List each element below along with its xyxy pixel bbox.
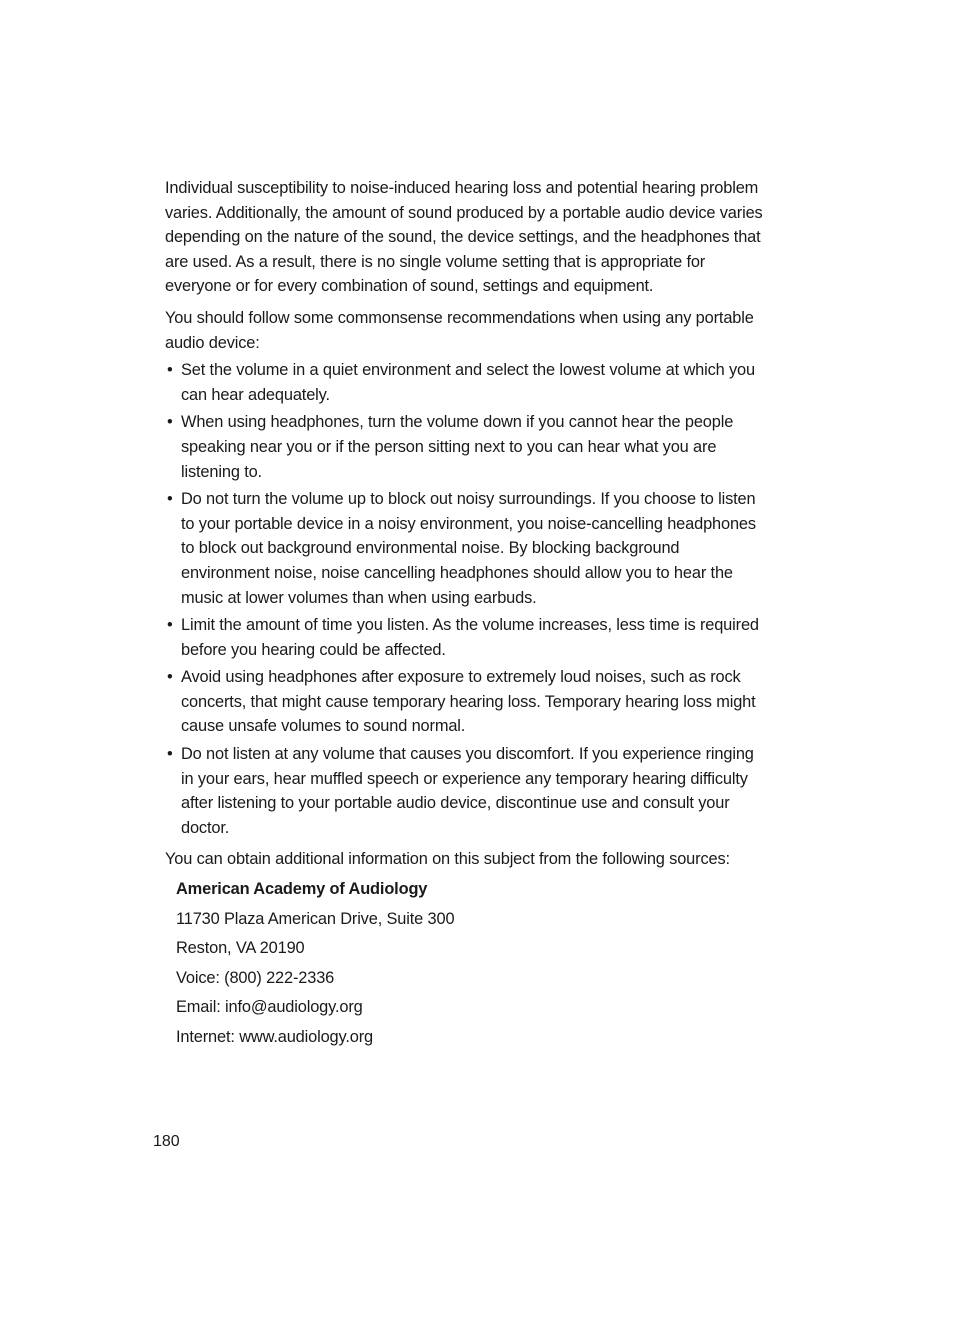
list-item-text: Do not turn the volume up to block out noisy surroundings. If you choose to listen to your portable device in a noisy environment, you noise-cancelling headphones to block out background environmental noise. By blocking background environment noise, noise cancelling headphones should allow you to hear the music at lower volumes than when using earbuds. <box>181 490 756 607</box>
internet-address: Internet: www.audiology.org <box>176 1028 373 1046</box>
list-item <box>165 613 770 662</box>
bullet-icon: • <box>167 745 173 764</box>
list-item-text: Limit the amount of time you listen. As the volume increases, less time is required before you hearing could be affected. <box>181 616 759 659</box>
recommendations-paragraph: You should follow some commonsense recommendations when using any portable audio device: <box>165 308 754 352</box>
organization-name: American Academy of Audiology <box>176 880 428 899</box>
city-state-zip: Reston, VA 20190 <box>176 939 305 958</box>
page-number: 180 <box>153 1133 180 1150</box>
list-item <box>165 665 770 739</box>
list-item-text: When using headphones, turn the volume down if you cannot hear the people speaking near you or if the person sitting next to you can hear what you are listening to. <box>181 413 734 481</box>
list-item-text: Do not listen at any volume that causes you discomfort. If you experience ringing in your ears, hear muffled speech or experience any temporary hearing difficulty after listening to your portable audio device, discontinue use and consult your doctor. <box>181 745 754 837</box>
sources-paragraph: You can obtain additional information on this subject from the following sources: <box>165 850 730 869</box>
bullet-icon: • <box>167 616 173 635</box>
list-item <box>165 410 770 484</box>
email-address: Email: info@audiology.org <box>176 998 363 1017</box>
voice-number: Voice: (800) 222-2336 <box>176 968 335 987</box>
bullet-icon: • <box>167 668 173 687</box>
bullet-icon: • <box>167 490 173 509</box>
list-item <box>165 487 770 610</box>
list-item <box>165 358 770 407</box>
recommendations-list <box>165 358 770 840</box>
page-content <box>165 176 770 1053</box>
bullet-icon: • <box>167 413 173 432</box>
bullet-icon: • <box>167 361 173 380</box>
list-item <box>165 742 770 840</box>
list-item-text: Set the volume in a quiet environment and select the lowest volume at which you can hear adequately. <box>181 361 755 404</box>
list-item-text: Avoid using headphones after exposure to extremely loud noises, such as rock concerts, that might cause temporary hearing loss. Temporary hearing loss might cause unsafe volumes to sound normal. <box>181 668 756 736</box>
contact-block <box>165 875 770 1053</box>
street-address: 11730 Plaza American Drive, Suite 300 <box>176 909 455 928</box>
intro-paragraph: Individual susceptibility to noise-induced hearing loss and potential hearing problem varies. Additionally, the amount of sound produced by a portable audio device varies depending on the nature of the sound, the device settings, and the headphones that are used. As a result, there is no single volume setting that is appropriate for everyone or for every combination of sound, settings and equipment. <box>165 179 763 296</box>
